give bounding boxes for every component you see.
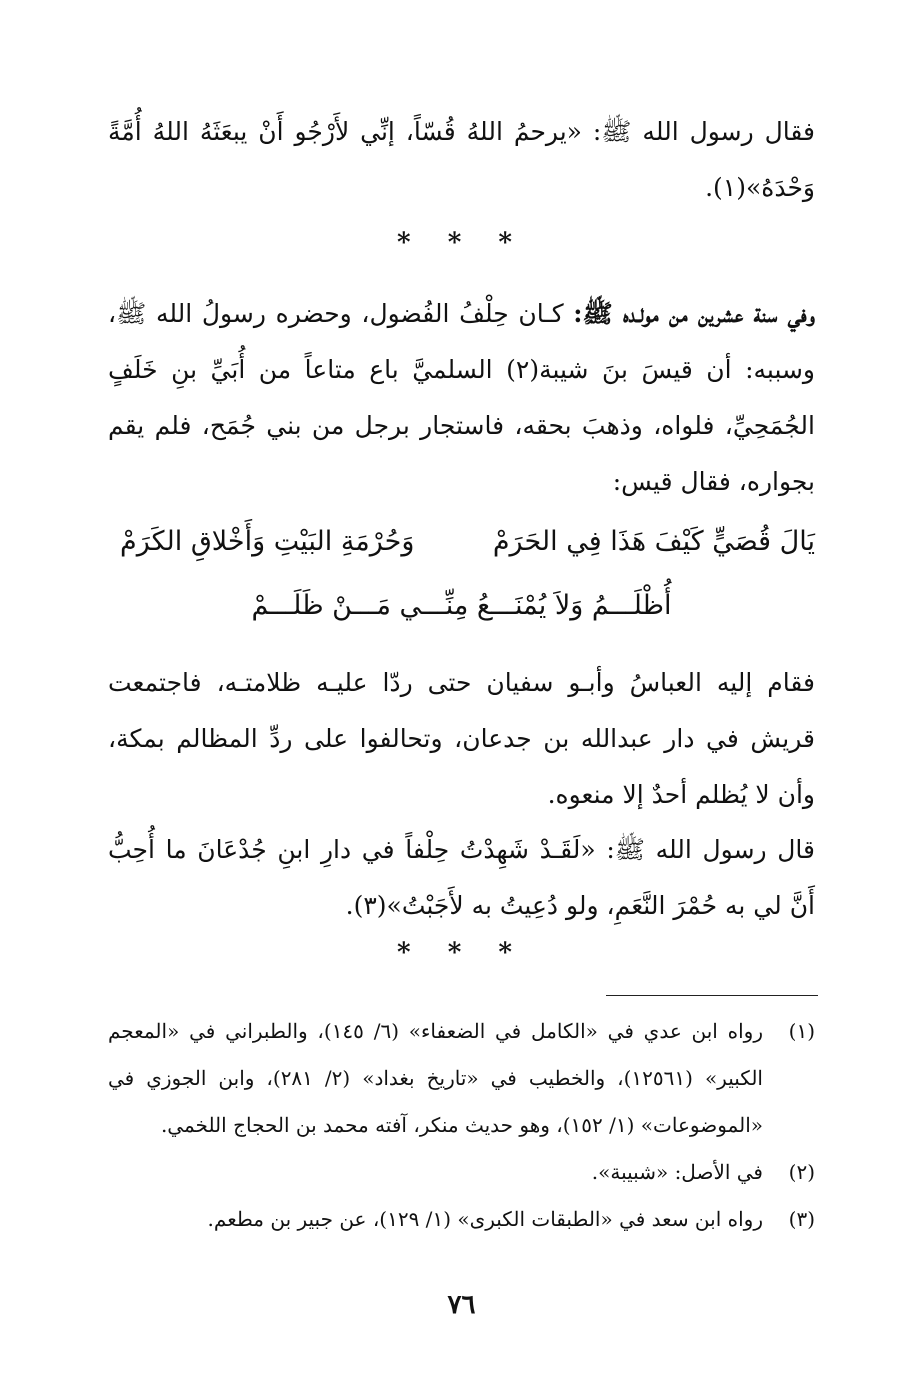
paragraph-hilf-al-fudul <box>108 286 815 510</box>
poem-hemistich-1: يَالَ قُصَيٍّ كَيْفَ هَذَا فِي الحَرَمْ <box>492 526 815 557</box>
footnote-item <box>108 1008 815 1149</box>
page-number: ٧٦ <box>447 1290 476 1320</box>
paragraph-lead: وفي سنة عشرين من مولـده ﷺ: <box>573 299 815 328</box>
section-separator: * * * <box>397 938 526 968</box>
poem-hemistich-2: وَحُرْمَةِ البَيْتِ وَأَخْلاقِ الكَرَمْ <box>120 526 415 557</box>
footnote-number: (٢) <box>788 1160 815 1184</box>
paragraph-hadith-ibn-judan: قال رسول الله ﷺ: «لَقَـدْ شَهِدْتُ حِلْفاً في دارِ ابنِ جُدْعَانَ ما أُحِبُّ أَنَّ لي به حُمْرَ النَّعَمِ، ولو دُعِيتُ به لأَجَبْتُ»(٣). <box>108 835 815 920</box>
footnote-divider <box>606 995 818 996</box>
footnote-item <box>108 1196 815 1243</box>
footnotes <box>108 1008 815 1243</box>
footnote-text: رواه ابن سعد في «الطبقات الكبرى» (١/ ١٢٩)، عن جبير بن مطعم. <box>207 1207 763 1231</box>
paragraph-body: كـان حِلْفُ الفُضول، وحضره رسولُ الله ﷺ، وسببه: أن قيسَ بنَ شيبة(٢) السلميَّ باع متاعاً من أُبَيِّ بنِ خَلَفٍ الجُمَحِيِّ، فلواه، وذهبَ بحقه، فاستجار برجل من بني جُمَح، فلم يقم بجواره، فقال قيس: <box>108 299 816 496</box>
paragraph-alliance: فقام إليه العباسُ وأبـو سفيان حتى ردّا عليـه ظلامتـه، فاجتمعت قريش في دار عبدالله بن جدعان، وتحالفوا على ردِّ المظالم بمكة، وأن لا يُظلم أحدٌ إلا منعوه. <box>108 668 815 809</box>
footnote-text: رواه ابن عدي في «الكامل في الضعفاء» (٦/ ١٤٥)، والطبراني في «المعجم الكبير» (١٢٥٦١)، والخطيب في «تاريخ بغداد» (٢/ ٢٨١)، وابن الجوزي في «الموضوعات» (١/ ١٥٢)، وهو حديث منكر، آفته محمد بن الحجاج اللخمي. <box>108 1019 763 1137</box>
poem-line-2: أُظْلَـــمُ وَلاَ يُمْنَـــعُ مِنِّـــي مَـــنْ ظَلَـــمْ <box>251 590 672 621</box>
paragraph-hadith-quss: فقال رسول الله ﷺ: «يرحمُ اللهُ قُسّاً، إنِّي لأَرْجُو أَنْ يبعَثَهُ اللهُ أُمَّةً وَحْدَهُ»(١). <box>108 117 815 202</box>
footnote-number: (٣) <box>788 1207 815 1231</box>
footnote-item <box>108 1149 815 1196</box>
poem-line-1 <box>120 526 815 574</box>
section-separator: * * * <box>397 228 526 258</box>
footnote-number: (١) <box>788 1019 815 1043</box>
footnote-text: في الأصل: «شبيبة». <box>591 1160 763 1184</box>
